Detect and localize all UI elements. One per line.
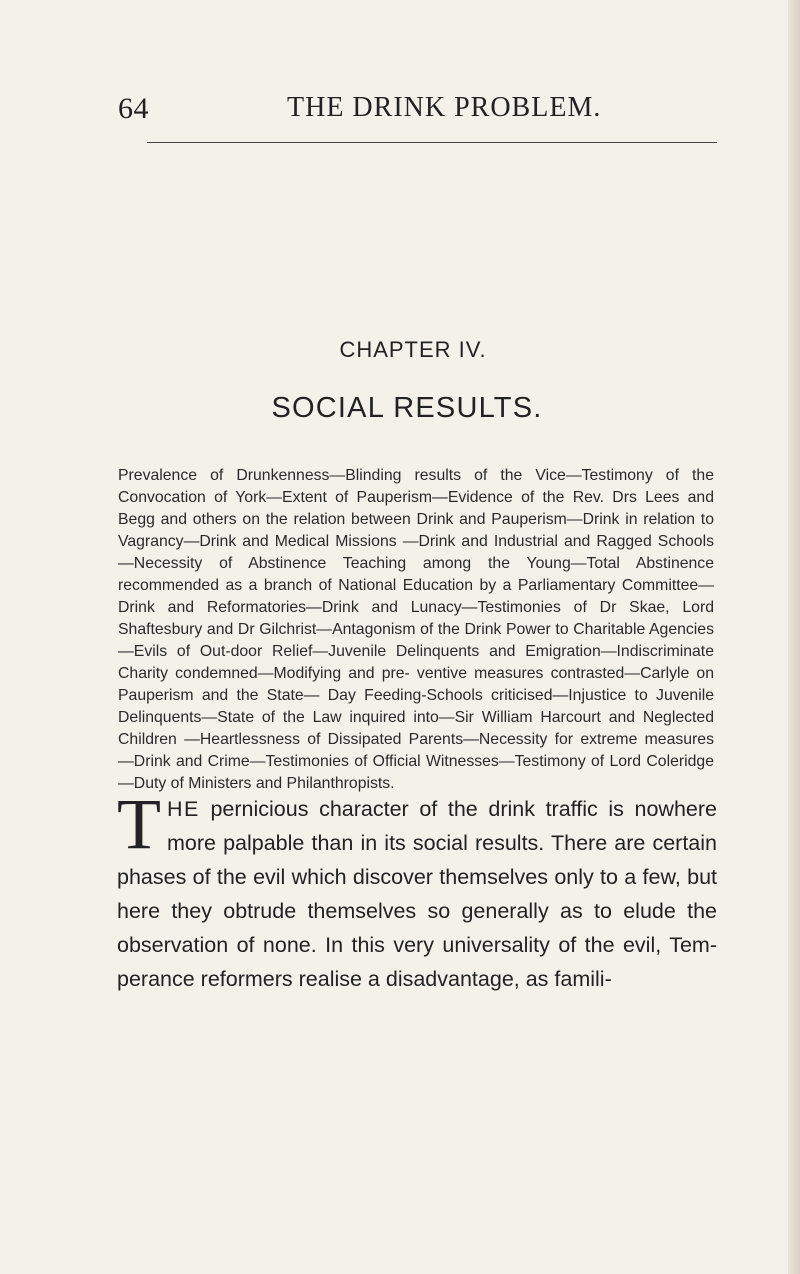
drop-cap: T <box>117 784 161 864</box>
body-text: pernicious character of the drink traffic is nowhere more palpable than in its social results. There are certain phases of the evil which discover themselves only to a few, but here they obtrude themselves so generally as to elude the observation of none. In this very universality of the evil, Tem- perance reformers realise a disadvantage, as famili- <box>117 797 717 991</box>
page-number: 64 <box>118 92 149 125</box>
header-rule <box>147 142 717 143</box>
chapter-number: CHAPTER IV. <box>339 337 487 362</box>
chapter-title: SOCIAL RESULTS. <box>271 392 543 424</box>
chapter-synopsis: Prevalence of Drunkenness—Blinding results of the Vice—Testimony of the Convocation of York—Extent of Pauperism—Evidence of the Rev. Drs Lees and Begg and others on the relation between Drink and Pauperism—Drink in relation to Vagrancy—Drink and Medical Missions —Drink and Industrial and Ragged Schools—Necessity of Abstinence Teaching among the Young—Total Abstinence recommended as a branch of National Education by a Parliamentary Committee—Drink and Reformatories—Drink and Lunacy—Testimonies of Dr Skae, Lord Shaftesbury and Dr Gilchrist—Antagonism of the Drink Power to Charitable Agencies—Evils of Out-door Relief—Juvenile Delinquents and Emigration—Indiscriminate Charity condemned—Modifying and pre- ventive measures contrasted—Carlyle on Pauperism and the State— Day Feeding-Schools criticised—Injustice to Juvenile Delinquents—State of the Law inquired into—Sir William Harcourt and Neglected Children —Heartlessness of Dissipated Parents—Necessity for extreme measures —Drink and Crime—Testimonies of Official Witnesses—Testimony of Lord Coleridge—Duty of Ministers and Philanthropists. <box>118 467 714 792</box>
running-head <box>118 92 718 132</box>
drop-cap-continuation: HE <box>166 797 200 821</box>
running-title: THE DRINK PROBLEM. <box>287 92 602 123</box>
page-edge <box>788 0 800 1274</box>
body-paragraph <box>117 784 717 996</box>
